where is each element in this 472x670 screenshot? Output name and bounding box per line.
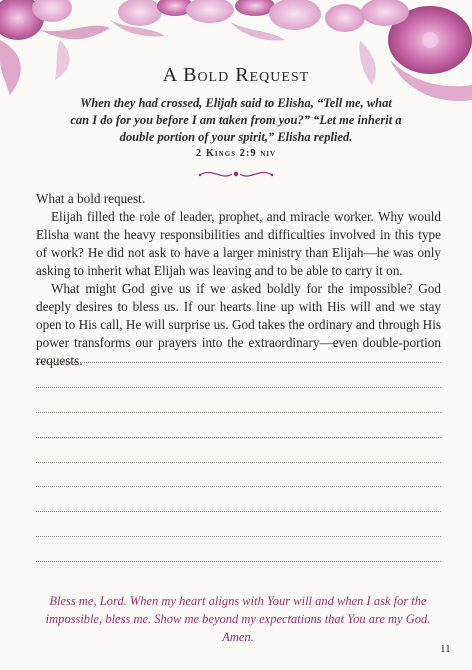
journal-line[interactable] — [36, 462, 441, 463]
devotional-body — [36, 190, 441, 370]
paragraph: What a bold request. — [36, 191, 146, 206]
floral-border-icon — [0, 0, 472, 110]
journal-line[interactable] — [36, 412, 441, 413]
journal-line[interactable] — [36, 437, 441, 438]
journal-line[interactable] — [36, 536, 441, 537]
scripture-verse: When they had crossed, Elijah said to Elisha, “Tell me, what can I do for you before I am taken from you?” “Let me inherit a double portion of your spirit,” Elisha replied. — [70, 96, 402, 144]
journal-line[interactable] — [36, 387, 441, 388]
journal-line[interactable] — [36, 486, 441, 487]
journal-line[interactable] — [36, 511, 441, 512]
paragraph: What might God give us if we asked boldly for the impossible? God deeply desires to bless us. If our hearts line up with His will and we stay open to His call, He will surprise us. God takes the ordinary and through His power transforms our prayers into the extraordinary—even double-portion requests. — [36, 281, 441, 368]
journal-line[interactable] — [36, 561, 441, 562]
flourish-ornament-icon — [196, 163, 276, 185]
journal-lines — [36, 362, 441, 586]
journal-line[interactable] — [36, 362, 441, 363]
page-title: A Bold Request — [162, 64, 310, 86]
page-number: 11 — [440, 643, 451, 655]
paragraph: Elijah filled the role of leader, prophet, and miracle worker. Why would Elisha want the heavy responsibilities and difficulties involved in this type of work? He did not ask to have a larger ministry than Elijah—he was only asking to inherit what Elijah was leaving and to be able to carry it on. — [36, 209, 441, 278]
scripture-reference: 2 Kings 2:9 niv — [195, 148, 277, 159]
closing-prayer: Bless me, Lord. When my heart aligns with Your will and when I ask for the impossible, bless me. Show me beyond my expectations that You are my God. Amen. — [45, 594, 431, 644]
